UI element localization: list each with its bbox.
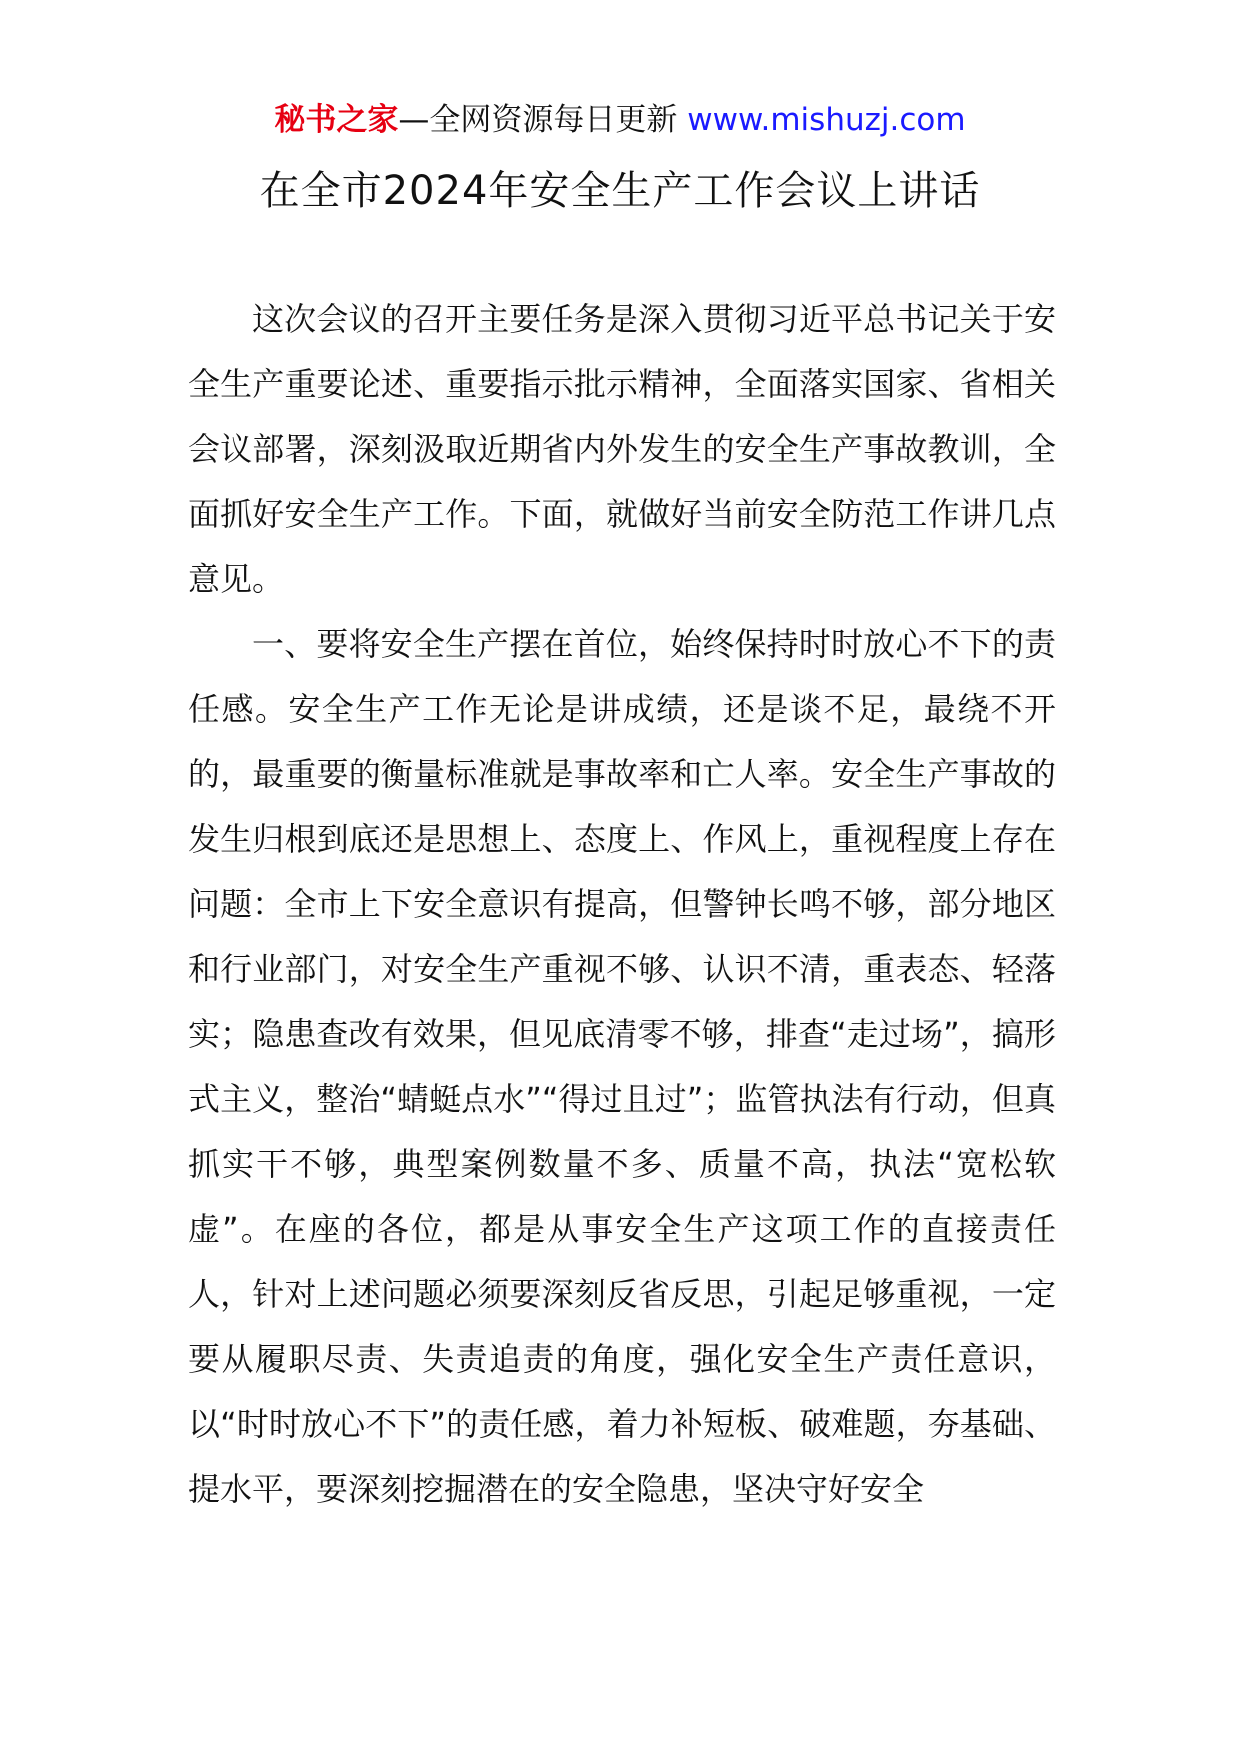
document-body	[188, 287, 1056, 1522]
paragraph-section-one: 一、要将安全生产摆在首位，始终保持时时放心不下的责任感。安全生产工作无论是讲成绩，还是谈不足，最绕不开的，最重要的衡量标准就是事故率和亡人率。安全生产事故的发生归根到底还是思想上、态度上、作风上，重视程度上存在问题：全市上下安全意识有提高，但警钟长鸣不够，部分地区和行业部门，对安全生产重视不够、认识不清，重表态、轻落实；隐患查改有效果，但见底清零不够，排查“走过场”，搞形式主义，整治“蜻蜓点水”“得过且过”；监管执法有行动，但真抓实干不够，典型案例数量不多、质量不高，执法“宽松软虚”。在座的各位，都是从事安全生产这项工作的直接责任人，针对上述问题必须要深刻反省反思，引起足够重视，一定要从履职尽责、失责追责的角度，强化安全生产责任意识，以“时时放心不下”的责任感，着力补短板、破难题，夯基础、提水平，要深刻挖掘潜在的安全隐患，坚决守好安全	[188, 625, 1056, 1508]
paragraph-intro: 这次会议的召开主要任务是深入贯彻习近平总书记关于安全生产重要论述、重要指示批示精神，全面落实国家、省相关会议部署，深刻汲取近期省内外发生的安全生产事故教训，全面抓好安全生产工作。下面，就做好当前安全防范工作讲几点意见。	[188, 300, 1056, 598]
header-banner	[0, 100, 1240, 140]
document-title: 在全市2024年安全生产工作会议上讲话	[259, 168, 981, 214]
site-url-link[interactable]: www.mishuzj.com	[687, 102, 966, 138]
header-slogan: —全网资源每日更新	[398, 102, 688, 138]
brand-name: 秘书之家	[274, 102, 399, 138]
